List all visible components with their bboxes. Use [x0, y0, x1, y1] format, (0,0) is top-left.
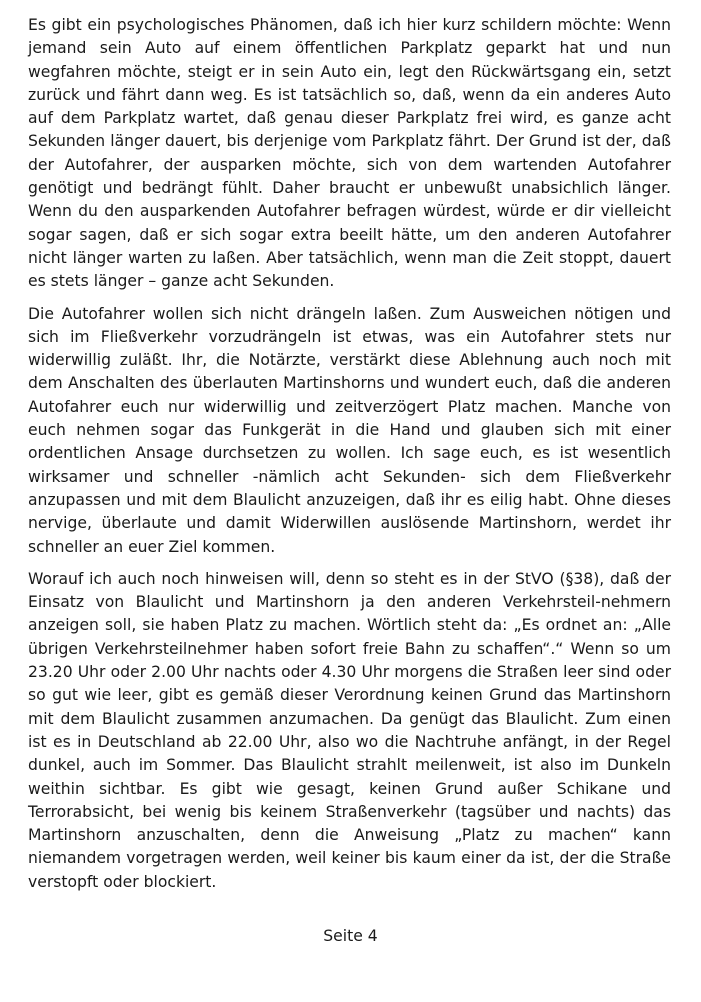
- paragraph-3: Worauf ich auch noch hinweisen will, denn so steht es in der StVO (§38), daß der Einsatz von Blaulicht und Martinshorn ja den anderen Verkehrsteil-nehmern anzeigen soll, sie haben Platz zu machen. Wörtlich steht da: „Es ordnet an: „Alle übrigen Verkehrsteilnehmer haben sofort freie Bahn zu schaffen“.“ Wenn so um 23.20 Uhr oder 2.00 Uhr nachts oder 4.30 Uhr morgens die Straßen leer sind oder so gut wie leer, gibt es gemäß dieser Verordnung keinen Grund das Martinshorn mit dem Blaulicht zusammen anzumachen. Da genügt das Blaulicht. Zum einen ist es in Deutschland ab 22.00 Uhr, also wo die Nachtruhe anfängt, in der Regel dunkel, auch im Sommer. Das Blaulicht strahlt meilenweit, ist also im Dunkeln weithin sichtbar. Es gibt wie gesagt, keinen Grund außer Schikane und Terrorabsicht, bei wenig bis keinem Straßenverkehr (tagsüber und nachts) das Martinshorn anzuschalten, denn die Anweisung „Platz zu machen“ kann niemandem vorgetragen werden, weil keiner bis kaum einer da ist, der die Straße verstopft oder blockiert.: [28, 569, 671, 891]
- paragraph-1: Es gibt ein psychologisches Phänomen, daß ich hier kurz schildern möchte: Wenn jemand sein Auto auf einem öffentlichen Parkplatz geparkt hat und nun wegfahren möchte, steigt er in sein Auto ein, legt den Rückwärtsgang ein, setzt zurück und fährt dann weg. Es ist tatsächlich so, daß, wenn da ein anderes Auto auf dem Parkplatz wartet, daß genau dieser Parkplatz frei wird, es ganze acht Sekunden länger dauert, bis derjenige vom Parkplatz fährt. Der Grund ist der, daß der Autofahrer, der ausparken möchte, sich von dem wartenden Autofahrer genötigt und bedrängt fühlt. Daher braucht er unbewußt unabsichlich länger. Wenn du den ausparkenden Autofahrer befragen würdest, würde er dir vielleicht sogar sagen, daß er sich sogar extra beeilt hätte, um den anderen Autofahrer nicht länger warten zu laßen. Aber tatsächlich, wenn man die Zeit stoppt, dauert es stets länger – ganze acht Sekunden.: [28, 16, 671, 291]
- document-body: [28, 14, 671, 903]
- paragraph-2: Die Autofahrer wollen sich nicht drängeln laßen. Zum Ausweichen nötigen und sich im Fließverkehr vorzudrängeln ist etwas, was ein Autofahrer stets nur widerwillig zuläßt. Ihr, die Notärzte, verstärkt diese Ablehnung auch noch mit dem Anschalten des überlauten Martinshorns und wundert euch, daß die anderen Autofahrer euch nur widerwillig und zeitverzögert Platz machen. Manche von euch nehmen sogar das Funkgerät in die Hand und glauben sich mit einer ordentlichen Ansage durchsetzen zu wollen. Ich sage euch, es ist wesentlich wirksamer und schneller -nämlich acht Sekunden- sich dem Fließverkehr anzupassen und mit dem Blaulicht anzuzeigen, daß ihr es eilig habt. Ohne dieses nervige, überlaute und damit Widerwillen auslösende Martinshorn, werdet ihr schneller an euer Ziel kommen.: [28, 304, 671, 556]
- page-number: Seite 4: [323, 927, 378, 945]
